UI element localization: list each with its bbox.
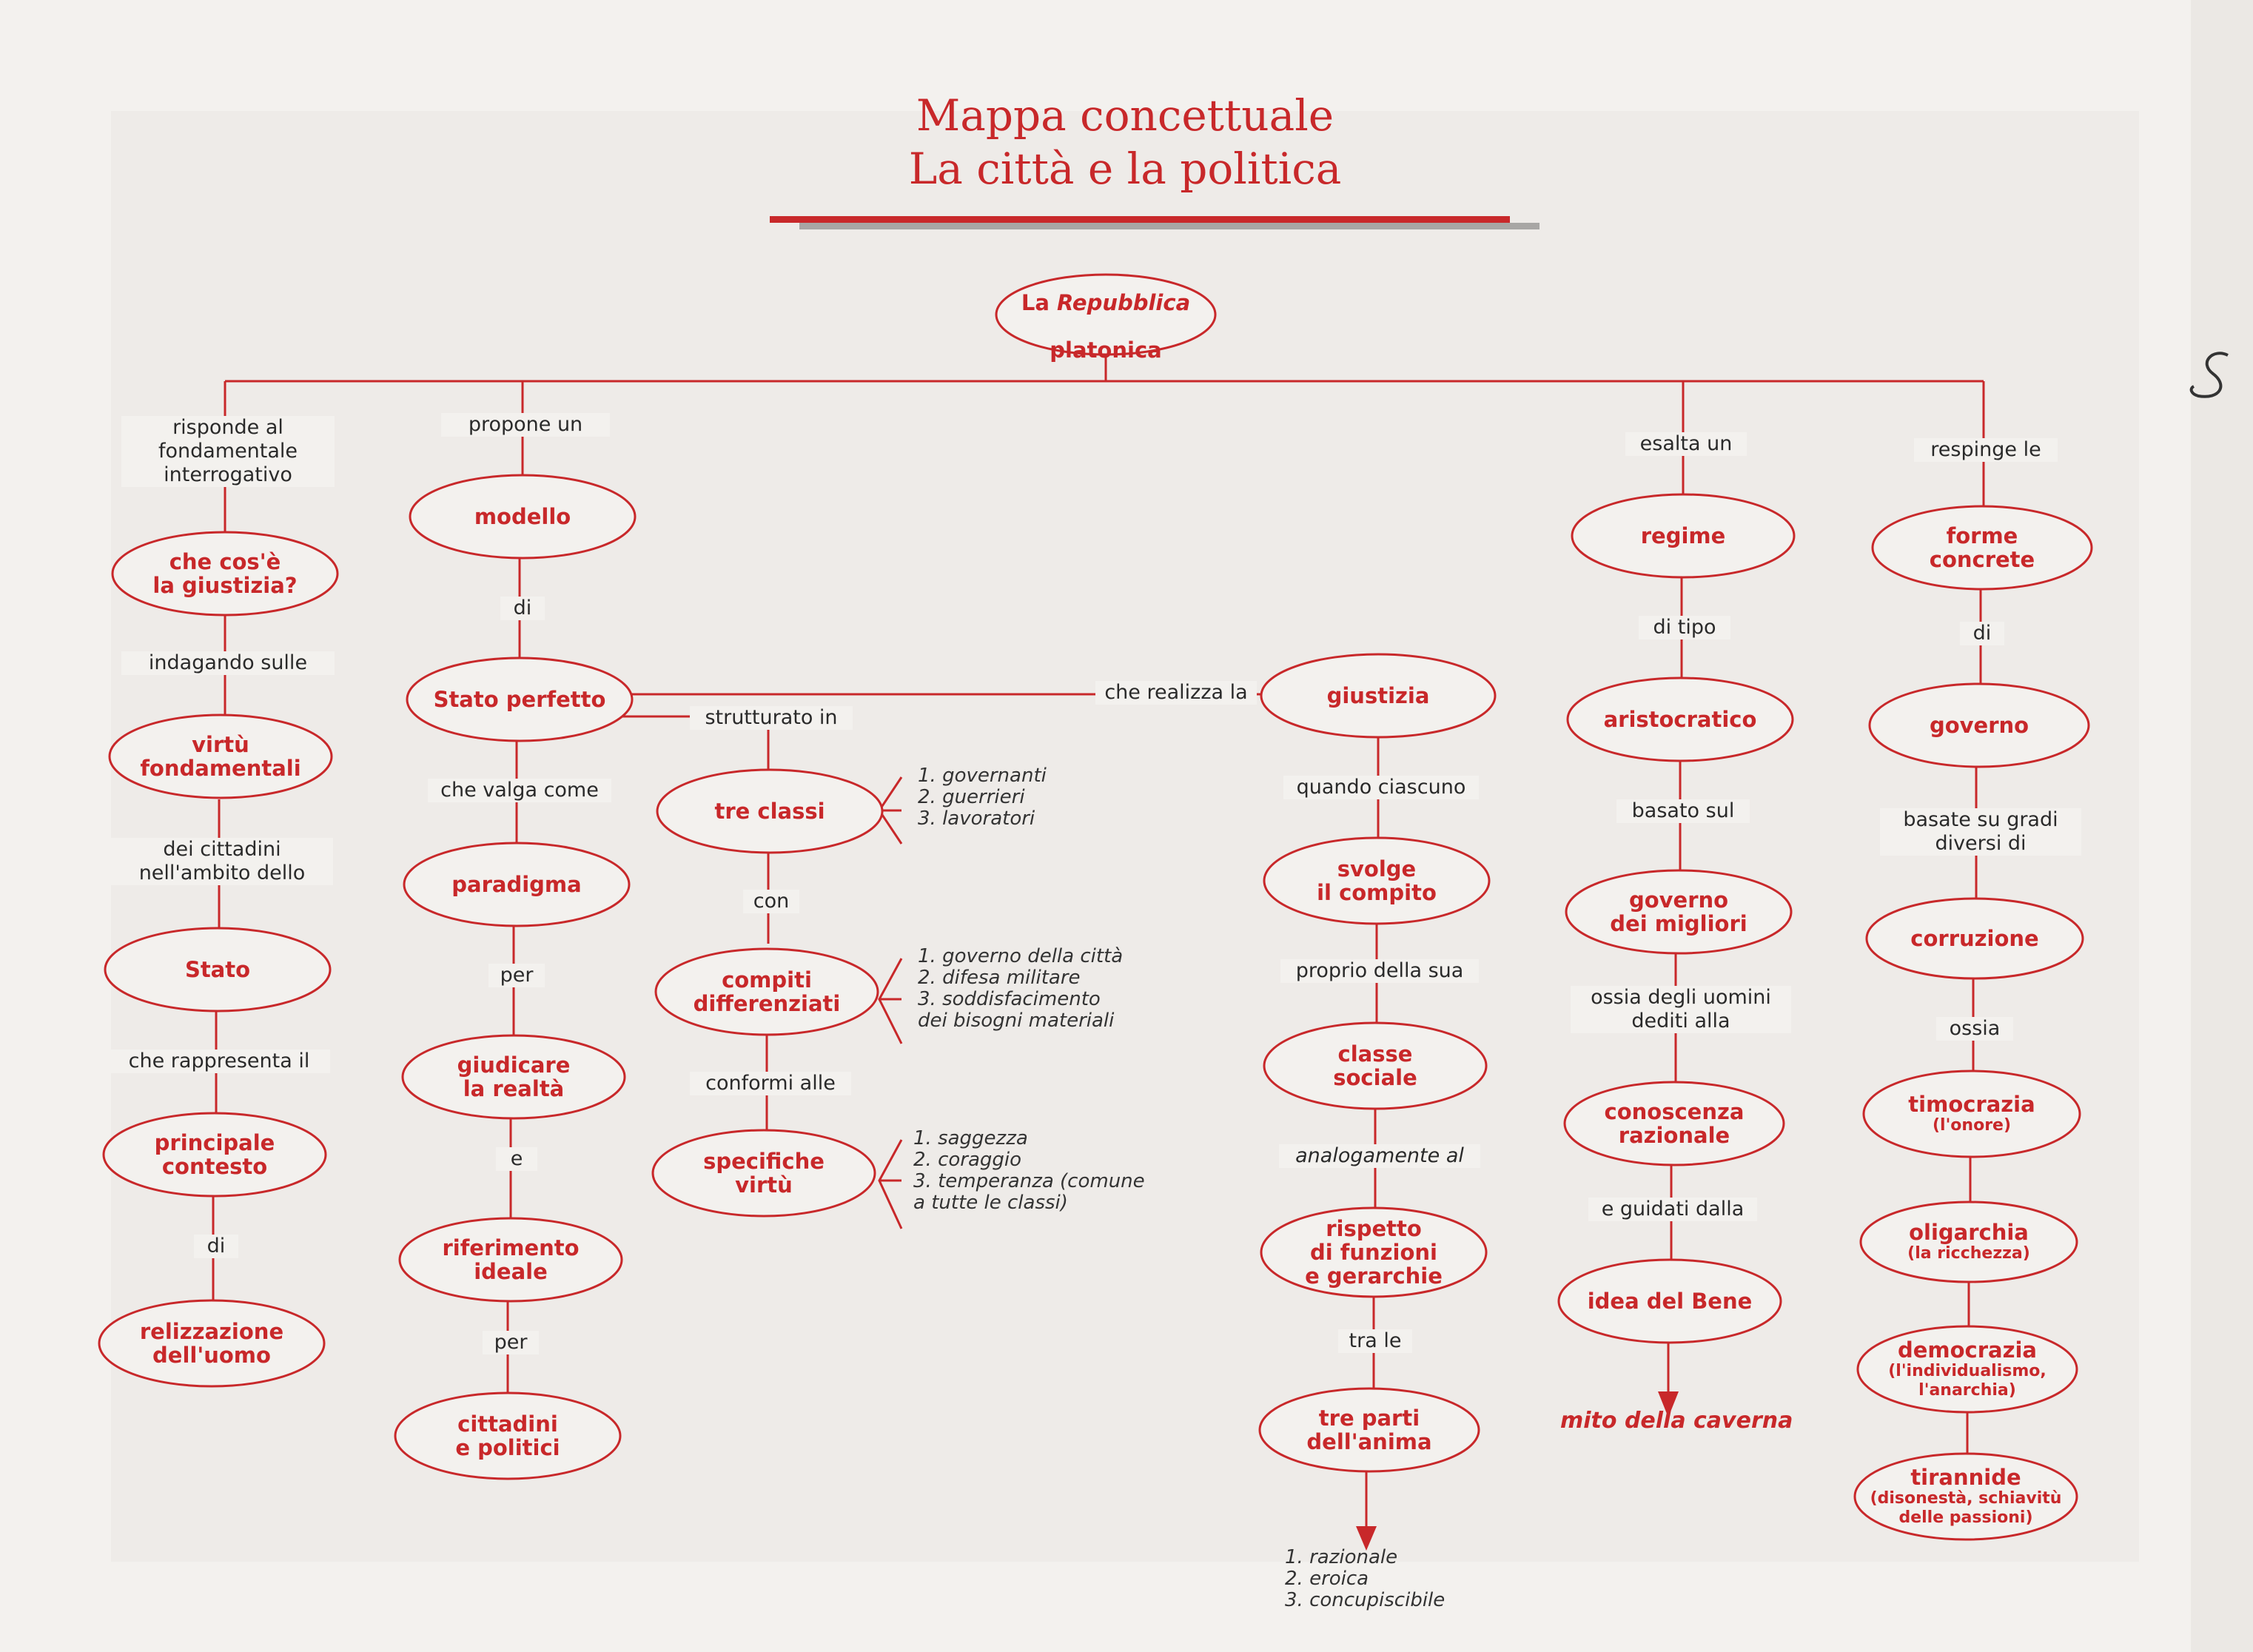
title-line2: La città e la politica (908, 144, 1342, 194)
node-che-cos-e-la-giustizia: che cos'è la giustizia? (152, 549, 298, 598)
node-tirannide (1855, 1454, 2077, 1539)
node-tre-classi: tre classi (714, 799, 825, 824)
tirannide-name: tirannide (1910, 1465, 2021, 1490)
label-propone-un: propone un (441, 413, 610, 437)
tirannide-note: (disonestà, schiavitù delle passioni) (1870, 1489, 2062, 1527)
node-paradigma: paradigma (451, 872, 582, 897)
list-classi: 1. governanti 2. guerrieri 3. lavoratori (918, 765, 1047, 830)
title-line1: Mappa concettuale (916, 90, 1334, 141)
label-respinge-le: respinge le (1914, 438, 2058, 462)
label-indagando: indagando sulle (121, 651, 335, 675)
timocrazia-name: timocrazia (1908, 1092, 2035, 1117)
root-pre: La (1021, 290, 1058, 315)
oligarchia-name: oligarchia (1909, 1220, 2029, 1245)
node-forme-concrete: forme concrete (1929, 523, 2035, 572)
label-proprio-della-sua: proprio della sua (1280, 959, 1479, 983)
label-ossia-degli-uomini: ossia degli uomini dediti alla (1571, 986, 1791, 1033)
list-compiti: 1. governo della città 2. difesa militare 3. soddisfacimento dei bisogni materiali (918, 945, 1124, 1032)
label-mito-della-caverna: mito della caverna (1560, 1408, 1793, 1434)
node-classe-sociale: classe sociale (1333, 1041, 1417, 1090)
democrazia-name: democrazia (1897, 1337, 2037, 1363)
root-post: platonica (1050, 338, 1162, 363)
label-e: e (496, 1147, 537, 1171)
label-quando-ciascuno: quando ciascuno (1283, 776, 1479, 799)
node-virtu-fondamentali: virtù fondamentali (140, 732, 301, 781)
node-governo-dei-migliori: governo dei migliori (1610, 887, 1747, 936)
node-realizzazione-uomo: relizzazione dell'uomo (139, 1319, 284, 1368)
node-timocrazia (1864, 1071, 2080, 1157)
node-riferimento-ideale: riferimento ideale (442, 1235, 580, 1284)
label-esalta-un: esalta un (1625, 432, 1747, 456)
label-di-tipo: di tipo (1639, 616, 1730, 639)
label-conformi-alle: conformi alle (690, 1072, 851, 1095)
label-risponde: risponde al fondamentale interrogativo (121, 416, 335, 487)
node-giustizia: giustizia (1326, 683, 1430, 708)
label-basato-sul: basato sul (1616, 799, 1750, 823)
node-specifiche-virtu: specifiche virtù (703, 1149, 825, 1198)
label-per-2: per (483, 1331, 539, 1354)
list-virtu: 1. saggezza 2. coraggio 3. temperanza (comune a tutte le classi) (913, 1127, 1145, 1214)
root-em: Repubblica (1057, 290, 1191, 315)
label-dei-cittadini: dei cittadini nell'ambito dello (111, 838, 333, 885)
label-che-valga-come: che valga come (428, 779, 611, 802)
node-compiti-differenziati: compiti differenziati (693, 967, 841, 1016)
node-stato-perfetto: Stato perfetto (433, 687, 606, 712)
label-e-guidati-dalla: e guidati dalla (1588, 1198, 1757, 1221)
oligarchia-note: (la ricchezza) (1907, 1244, 2030, 1263)
label-che-rappresenta: che rappresenta il (108, 1050, 330, 1073)
timocrazia-note: (l'onore) (1932, 1116, 2012, 1135)
node-rispetto-funzioni: rispetto di funzioni e gerarchie (1305, 1216, 1443, 1289)
handwritten-mark-icon (2183, 348, 2243, 407)
label-di-2: di (500, 597, 545, 620)
node-modello: modello (474, 504, 571, 529)
root-node (996, 275, 1215, 363)
label-di-6: di (1960, 622, 2004, 645)
list-anima: 1. razionale 2. eroica 3. concupiscibile (1285, 1546, 1446, 1611)
node-cittadini-e-politici: cittadini e politici (455, 1411, 560, 1460)
node-regime: regime (1640, 523, 1726, 548)
label-ossia-6: ossia (1936, 1017, 2013, 1041)
label-con: con (743, 890, 799, 913)
label-di-1: di (194, 1235, 238, 1258)
label-tra-le: tra le (1338, 1329, 1412, 1353)
node-democrazia (1858, 1326, 2077, 1412)
label-strutturato-in: strutturato in (690, 706, 853, 730)
label-che-realizza-la: che realizza la (1095, 681, 1257, 705)
node-governo: governo (1929, 713, 2029, 738)
node-svolge-il-compito: svolge il compito (1317, 856, 1437, 905)
label-analogamente-al: analogamente al (1279, 1144, 1480, 1168)
democrazia-note: (l'individualismo, l'anarchia) (1888, 1362, 2046, 1400)
node-principale-contesto: principale contesto (154, 1130, 275, 1179)
node-corruzione: corruzione (1910, 926, 2039, 951)
node-tre-parti-anima: tre parti dell'anima (1306, 1406, 1432, 1454)
map-title (873, 89, 1377, 195)
node-aristocratico: aristocratico (1603, 707, 1757, 732)
label-per-1: per (488, 964, 545, 987)
title-underline (770, 216, 1510, 229)
node-conoscenza-razionale: conoscenza razionale (1604, 1099, 1745, 1148)
node-stato: Stato (184, 957, 251, 982)
node-idea-del-bene: idea del Bene (1587, 1289, 1753, 1314)
node-oligarchia (1861, 1202, 2077, 1282)
node-giudicare-la-realta: giudicare la realtà (457, 1052, 571, 1101)
label-basate-su-gradi: basate su gradi diversi di (1880, 808, 2081, 856)
